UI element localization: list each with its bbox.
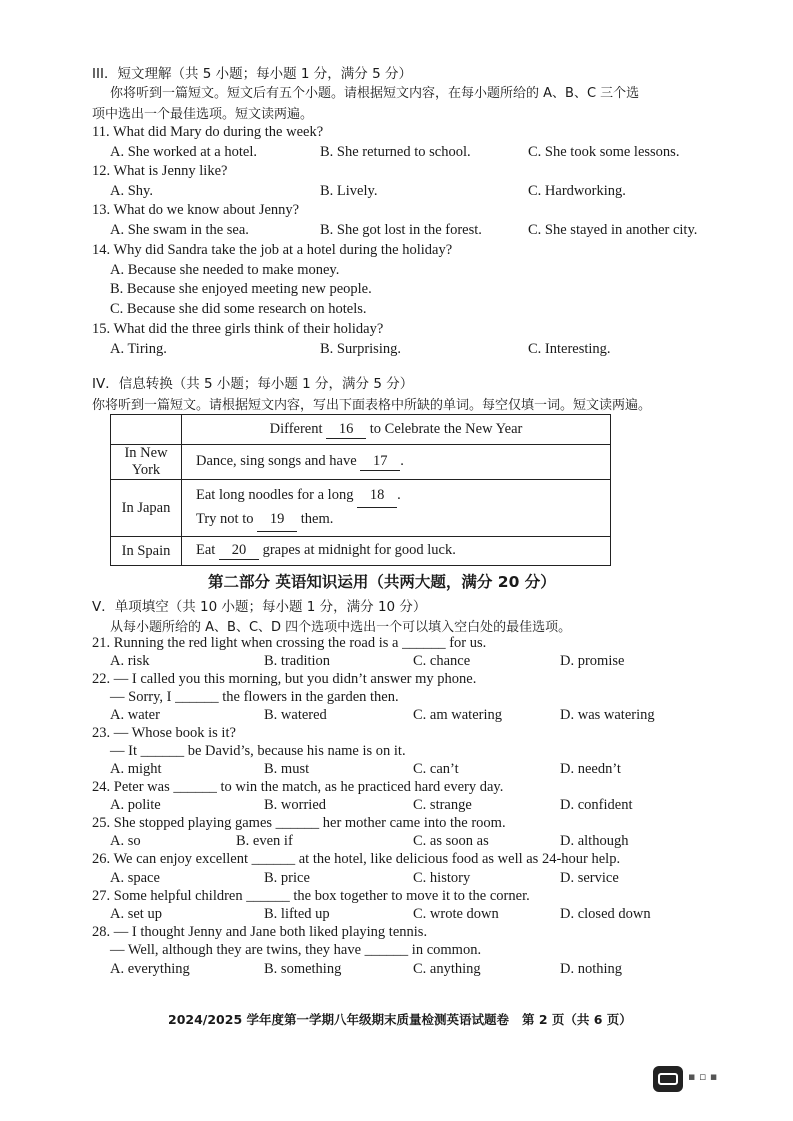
blank-16: 16 — [326, 421, 366, 439]
question-22-option-b: B. watered — [264, 707, 327, 723]
question-21-option-a: A. risk — [110, 653, 150, 669]
row-content-new-york — [182, 445, 611, 480]
question-23-option-b: B. must — [264, 761, 310, 777]
info-table-header-row — [111, 415, 611, 445]
row-label-spain: In Spain — [111, 537, 182, 566]
question-24-option-d: D. confident — [560, 797, 633, 813]
japan-line-1-post: . — [397, 487, 401, 503]
question-21-option-d: D. promise — [560, 653, 625, 669]
question-21-stem: 21. Running the red light when crossing the road is a ______ for us. — [92, 635, 487, 651]
question-24-option-b: B. worried — [264, 797, 327, 813]
blank-20: 20 — [219, 542, 259, 560]
question-13-option-b: B. She got lost in the forest. — [320, 222, 482, 238]
question-13-stem: 13. What do we know about Jenny? — [92, 202, 300, 218]
section-5-instructions: 从每小题所给的 A、B、C、D 四个选项中选出一个可以填入空白处的最佳选项。 — [110, 620, 572, 635]
logo-icon — [653, 1066, 683, 1092]
question-11-option-b: B. She returned to school. — [320, 144, 471, 160]
question-15-option-b: B. Surprising. — [320, 341, 401, 357]
question-22-option-d: D. was watering — [560, 707, 655, 723]
footer-exam-title: 2024/2025 学年度第一学期八年级期末质量检测英语试题卷 — [168, 1012, 509, 1027]
row-content-japan — [182, 480, 611, 537]
question-13-option-a: A. She swam in the sea. — [110, 222, 249, 238]
question-25-option-b: B. even if — [236, 833, 293, 849]
question-15-stem: 15. What did the three girls think of their holiday? — [92, 321, 384, 337]
question-12-stem: 12. What is Jenny like? — [92, 163, 228, 179]
japan-line-1-pre: Eat long noodles for a long — [196, 487, 354, 503]
question-27-stem: 27. Some helpful children ______ the box together to move it to the corner. — [92, 888, 530, 904]
question-12-option-c: C. Hardworking. — [528, 183, 626, 199]
question-23-option-a: A. might — [110, 761, 162, 777]
blank-19: 19 — [257, 508, 297, 532]
section-3-instructions-line1: 你将听到一篇短文。短文后有五个小题。请根据短文内容，在每小题所给的 A、B、C 三个选 — [110, 86, 640, 101]
section-5-title: V．单项填空（共 10 小题；每小题 1 分，满分 10 分） — [92, 599, 427, 615]
question-12-option-a: A. Shy. — [110, 183, 153, 199]
question-23-stem-line1: 23. — Whose book is it? — [92, 725, 236, 741]
question-14-option-b: B. Because she enjoyed meeting new people. — [110, 281, 372, 297]
question-25-option-a: A. so — [110, 833, 141, 849]
question-24-option-c: C. strange — [413, 797, 472, 813]
japan-line-2-post: them. — [300, 511, 334, 527]
blank-18: 18 — [357, 484, 397, 508]
question-25-option-c: C. as soon as — [413, 833, 489, 849]
section-4-instructions: 你将听到一篇短文。请根据短文内容，写出下面表格中所缺的单词。每空仅填一词。短文读两遍。 — [92, 398, 652, 413]
question-22-stem-line2: — Sorry, I ______ the flowers in the garden then. — [110, 689, 399, 705]
row-label-new-york: In New York — [111, 445, 182, 480]
question-26-option-b: B. price — [264, 870, 310, 886]
question-26-option-c: C. history — [413, 870, 471, 886]
question-11-option-c: C. She took some lessons. — [528, 144, 680, 160]
blank-17: 17 — [360, 453, 400, 471]
question-27-option-c: C. wrote down — [413, 906, 499, 922]
question-26-option-a: A. space — [110, 870, 160, 886]
row-label-japan: In Japan — [111, 480, 182, 537]
question-11-stem: 11. What did Mary do during the week? — [92, 124, 324, 140]
question-22-option-c: C. am watering — [413, 707, 502, 723]
logo-mark: ▪ ▫ ▪ — [688, 1070, 718, 1083]
section-4-title: IV．信息转换（共 5 小题；每小题 1 分，满分 5 分） — [92, 376, 414, 392]
question-27-option-b: B. lifted up — [264, 906, 330, 922]
question-28-option-b: B. something — [264, 961, 342, 977]
question-28-stem-line1: 28. — I thought Jenny and Jane both liked playing tennis. — [92, 924, 428, 940]
info-table-header-cell — [182, 415, 611, 445]
info-table — [110, 414, 611, 566]
question-23-option-c: C. can’t — [413, 761, 459, 777]
question-14-option-c: C. Because she did some research on hotels. — [110, 301, 367, 317]
question-15-option-c: C. Interesting. — [528, 341, 611, 357]
japan-line-2 — [196, 508, 610, 532]
header-text-pre: Different — [269, 420, 323, 437]
question-28-stem-line2: — Well, although they are twins, they have ______ in common. — [110, 942, 482, 958]
question-21-option-c: C. chance — [413, 653, 471, 669]
new-york-text-pre: Dance, sing songs and have — [196, 453, 357, 469]
question-28-option-c: C. anything — [413, 961, 481, 977]
question-12-option-b: B. Lively. — [320, 183, 378, 199]
spain-text-post: grapes at midnight for good luck. — [262, 542, 456, 558]
header-text-post: to Celebrate the New Year — [369, 420, 523, 437]
question-22-option-a: A. water — [110, 707, 160, 723]
question-24-option-a: A. polite — [110, 797, 161, 813]
question-27-option-d: D. closed down — [560, 906, 651, 922]
section-3-instructions-line2: 项中选出一个最佳选项。短文读两遍。 — [92, 107, 314, 122]
japan-line-1 — [196, 484, 610, 508]
info-table-row-spain — [111, 537, 611, 566]
question-28-option-a: A. everything — [110, 961, 190, 977]
question-14-option-a: A. Because she needed to make money. — [110, 262, 340, 278]
info-table-row-new-york — [111, 445, 611, 480]
question-25-option-d: D. although — [560, 833, 629, 849]
question-13-option-c: C. She stayed in another city. — [528, 222, 698, 238]
spain-text-pre: Eat — [196, 542, 216, 558]
question-25-stem: 25. She stopped playing games ______ her mother came into the room. — [92, 815, 506, 831]
question-15-option-a: A. Tiring. — [110, 341, 167, 357]
question-21-option-b: B. tradition — [264, 653, 331, 669]
question-23-stem-line2: — It ______ be David’s, because his name is on it. — [110, 743, 406, 759]
question-11-option-a: A. She worked at a hotel. — [110, 144, 257, 160]
question-24-stem: 24. Peter was ______ to win the match, as he practiced hard every day. — [92, 779, 504, 795]
new-york-text-post: . — [400, 453, 404, 469]
question-23-option-d: D. needn’t — [560, 761, 621, 777]
info-table-corner-cell — [111, 415, 182, 445]
question-26-stem: 26. We can enjoy excellent ______ at the hotel, like delicious food as well as 24-hour help. — [92, 851, 621, 867]
info-table-row-japan — [111, 480, 611, 537]
part-2-title: 第二部分 英语知识运用（共两大题，满分 20 分） — [208, 573, 556, 591]
question-28-option-d: D. nothing — [560, 961, 623, 977]
question-27-option-a: A. set up — [110, 906, 162, 922]
question-14-stem: 14. Why did Sandra take the job at a hotel during the holiday? — [92, 242, 453, 258]
question-26-option-d: D. service — [560, 870, 619, 886]
japan-line-2-pre: Try not to — [196, 511, 254, 527]
footer-page-number: 第 2 页（共 6 页） — [522, 1012, 632, 1027]
question-22-stem-line1: 22. — I called you this morning, but you didn’t answer my phone. — [92, 671, 477, 687]
row-content-spain — [182, 537, 611, 566]
section-3-title: III．短文理解（共 5 小题；每小题 1 分，满分 5 分） — [92, 66, 412, 82]
